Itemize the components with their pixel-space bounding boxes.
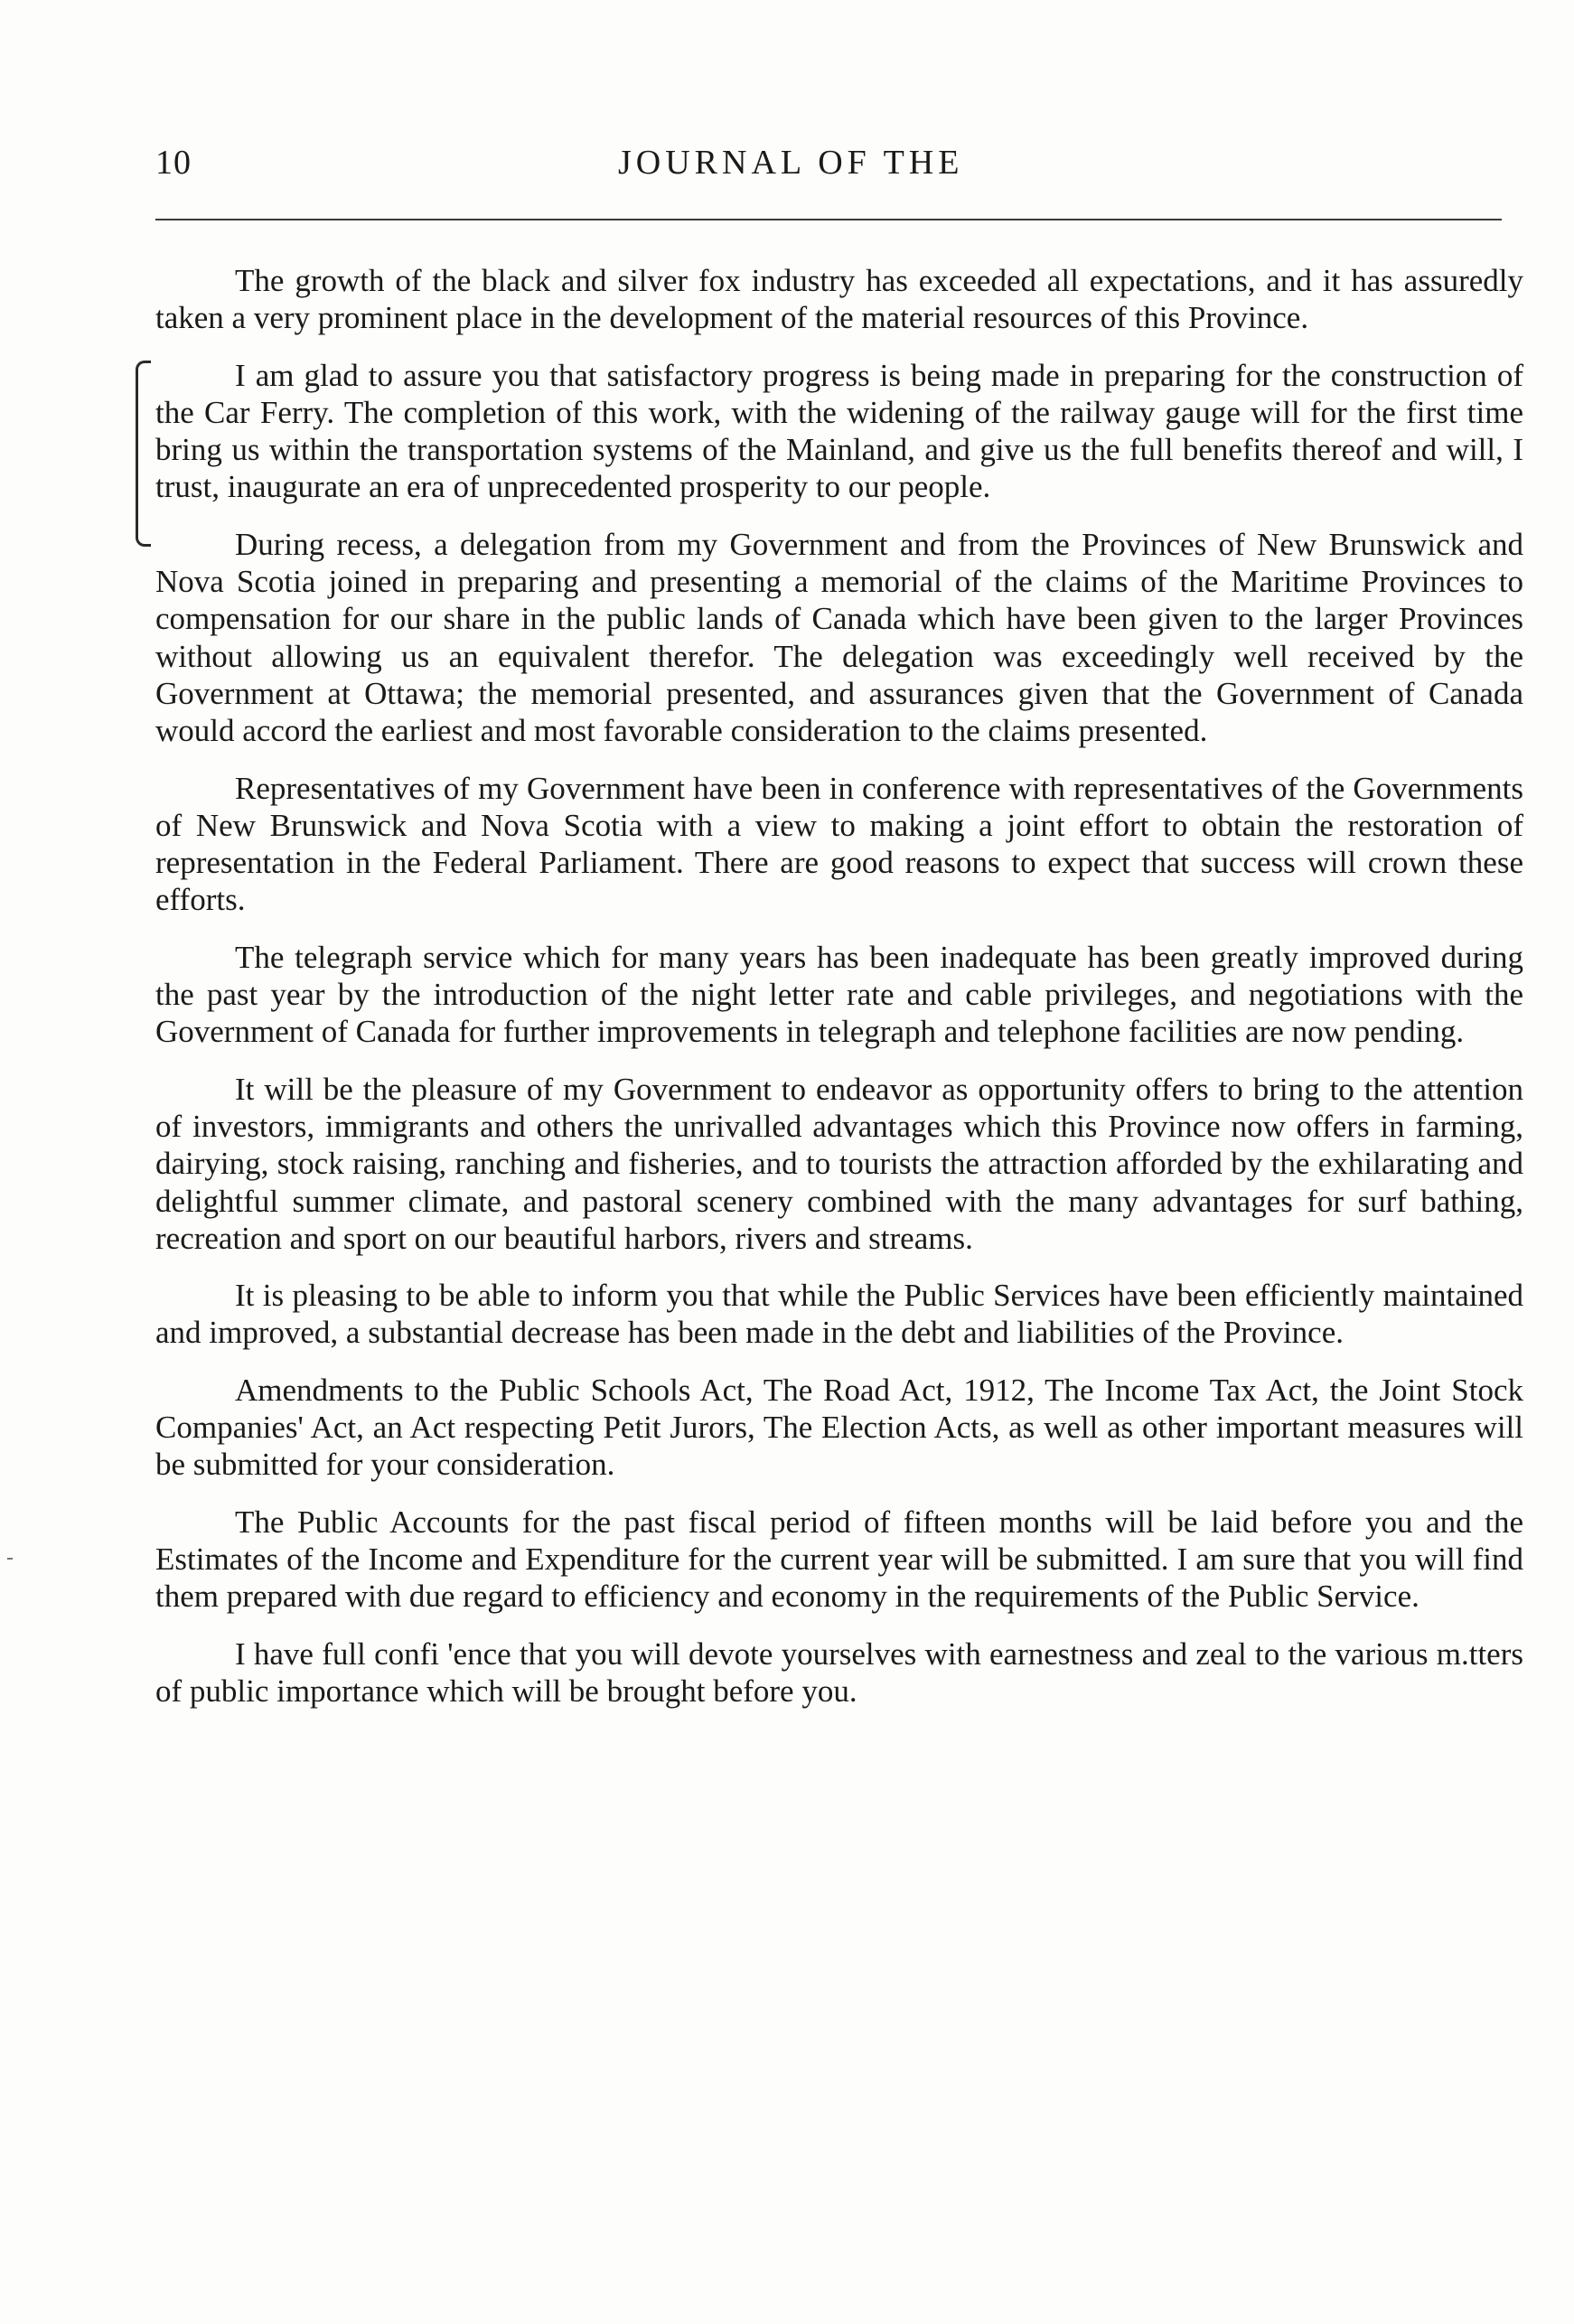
body-text (155, 262, 1523, 1729)
margin-tick-mark (7, 1558, 13, 1560)
page-number: 10 (155, 144, 192, 182)
margin-bracket-mark (136, 361, 151, 547)
paragraph-amendments: Amendments to the Public Schools Act, The Road Act, 1912, The Income Tax Act, the Joint Stock Companies' Act, an Act respecting Petit Jurors, The Election Acts, as well as other important measures will be submitted for your consideration. (155, 1372, 1523, 1483)
running-head: JOURNAL OF THE (618, 144, 964, 182)
header-rule (155, 219, 1502, 220)
paragraph-representation: Representatives of my Government have been in conference with representatives of the Governments of New Brunswick and Nova Scotia with a view to making a joint effort to obtain the restoration of representation in the Federal Parliament. There are good reasons to expect that success will crown these efforts. (155, 770, 1523, 918)
paragraph-public-accounts: The Public Accounts for the past fiscal period of fifteen months will be laid before you and the Estimates of the Income and Expenditure for the current year will be submitted. I am sure that you will find them prepared with due regard to efficiency and economy in the requirements of the Public Service. (155, 1504, 1523, 1615)
paragraph-fox-industry: The growth of the black and silver fox industry has exceeded all expectations, and it has assuredly taken a very prominent place in the development of the material resources of this Province. (155, 263, 1523, 336)
paragraph-public-services: It is pleasing to be able to inform you that while the Public Services have been efficiently maintained and improved, a substantial decrease has been made in the debt and liabilities of the Province. (155, 1278, 1523, 1351)
paragraph-telegraph: The telegraph service which for many years has been inadequate has been greatly improved during the past year by the introduction of the night letter rate and cable privileges, and negotiations with the Government of Canada for further improvements in telegraph and telephone facilities are now pending. (155, 939, 1523, 1050)
paragraph-advantages: It will be the pleasure of my Government to endeavor as opportunity offers to bring to the attention of investors, immigrants and others the unrivalled advantages which this Province now offers in farming, dairying, stock raising, ranching and fisheries, and to tourists the attraction afforded by the exhilarating and delightful summer climate, and pastoral scenery combined with the many advantages for surf bathing, recreation and sport on our beautiful harbors, rivers and streams. (155, 1071, 1523, 1256)
paragraph-delegation: During recess, a delegation from my Government and from the Provinces of New Brunswick and Nova Scotia joined in preparing and presenting a memorial of the claims of the Maritime Provinces to compensation for our share in the public lands of Canada which have been given to the larger Provinces without allowing us an equivalent therefor. The delegation was exceedingly well received by the Government at Ottawa; the memorial presented, and assurances given that the Government of Canada would accord the earliest and most favorable consideration to the claims presented. (155, 526, 1523, 749)
paragraph-car-ferry (155, 357, 1523, 506)
paragraph-confidence: I have full confi 'ence that you will devote yourselves with earnestness and zeal to the various m.tters of public importance which will be brought before you. (155, 1635, 1523, 1709)
paragraph-car-ferry-text: I am glad to assure you that satisfactory progress is being made in preparing for the construction of the Car Ferry. The completion of this work, with the widening of the railway gauge will for the first time bring us within the transportation systems of the Mainland, and give us the full benefits thereof and will, I trust, inaugurate an era of unprecedented prosperity to our people. (155, 357, 1523, 505)
page-header (155, 143, 1511, 188)
